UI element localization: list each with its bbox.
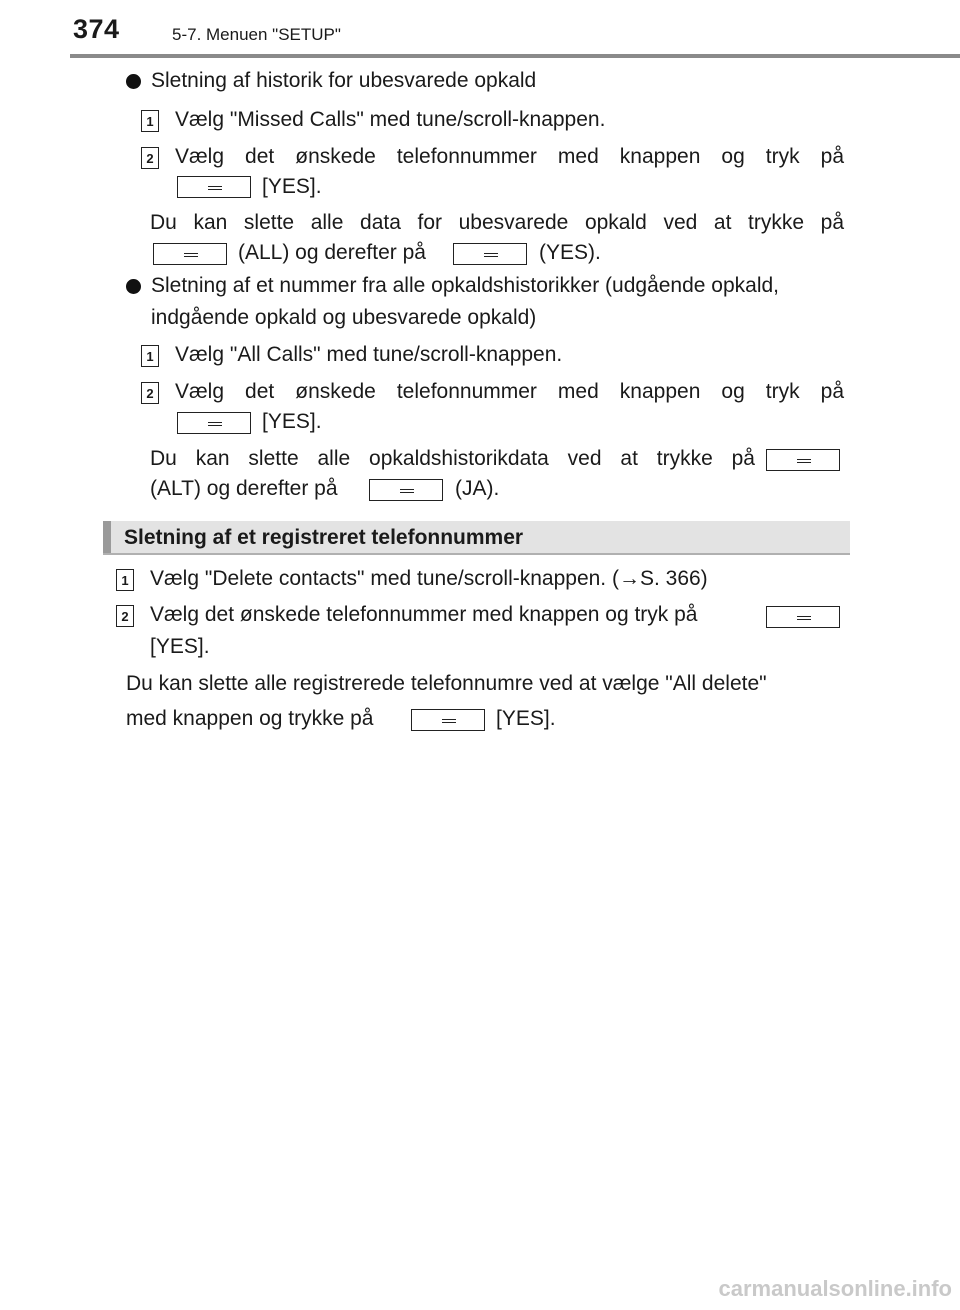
header-rule xyxy=(70,54,960,58)
note-text-cont: (JA). xyxy=(455,477,500,500)
step-text: Vælg "Delete contacts" med tune/scroll-knappen. (→S. 366) xyxy=(150,567,708,590)
step-text: Vælg det ønskede telefonnummer med knappen og tryk på xyxy=(175,145,844,168)
note-text: Du kan slette alle data for ubesvarede opkald ved at trykke på xyxy=(150,211,844,234)
bullet-text: Sletning af et nummer fra alle opkaldshistorikker (udgående opkald, xyxy=(151,274,780,297)
note-text: Du kan slette alle opkaldshistorikdata ved at trykke på xyxy=(150,447,755,470)
note-text-cont: [YES]. xyxy=(496,707,556,730)
yes-button-icon xyxy=(411,709,485,731)
section-accent xyxy=(103,521,111,555)
chapter-title: 5-7. Menuen "SETUP" xyxy=(172,25,341,44)
step-text: Vælg det ønskede telefonnummer med knappen og tryk på xyxy=(150,603,698,626)
step-text: Vælg det ønskede telefonnummer med knappen og tryk på xyxy=(175,380,844,403)
page-number: 374 xyxy=(73,14,120,44)
bullet-text-cont: indgående opkald og ubesvarede opkald) xyxy=(151,306,537,329)
step-number: 1 xyxy=(116,569,134,591)
step-text-cont: [YES]. xyxy=(262,410,322,433)
yes-button-icon xyxy=(177,176,251,198)
step-number: 1 xyxy=(141,110,159,132)
step-number: 2 xyxy=(141,147,159,169)
step-text-cont: [YES]. xyxy=(262,175,322,198)
bullet-all-calls xyxy=(126,271,844,301)
step-text-cont: [YES]. xyxy=(150,635,210,658)
section-heading xyxy=(103,521,850,555)
step-number: 2 xyxy=(141,382,159,404)
step-number: 1 xyxy=(141,345,159,367)
yes-button-icon xyxy=(177,412,251,434)
step-text: Vælg "Missed Calls" med tune/scroll-knappen. xyxy=(175,108,606,131)
watermark: carmanualsonline.info xyxy=(718,1276,952,1301)
yes-button-icon xyxy=(369,479,443,501)
yes-button-icon xyxy=(453,243,527,265)
bullet-icon xyxy=(126,279,141,294)
step-text: Vælg "All Calls" med tune/scroll-knappen. xyxy=(175,343,563,366)
note-text-cont: (ALT) og derefter på xyxy=(150,477,338,500)
yes-button-icon xyxy=(766,606,840,628)
section-underline xyxy=(103,553,850,555)
all-button-icon xyxy=(153,243,227,265)
note-text: Du kan slette alle registrerede telefonnumre ved at vælge "All delete" xyxy=(126,672,767,695)
note-text-cont: (ALL) og derefter på xyxy=(238,241,426,264)
section-title: Sletning af et registreret telefonnummer xyxy=(124,526,524,549)
bullet-missed-calls xyxy=(126,66,844,96)
note-text-cont: (YES). xyxy=(539,241,601,264)
all-button-icon xyxy=(766,449,840,471)
note-text-cont: med knappen og trykke på xyxy=(126,707,374,730)
bullet-icon xyxy=(126,74,141,89)
step-number: 2 xyxy=(116,605,134,627)
bullet-text: Sletning af historik for ubesvarede opkald xyxy=(151,69,537,92)
